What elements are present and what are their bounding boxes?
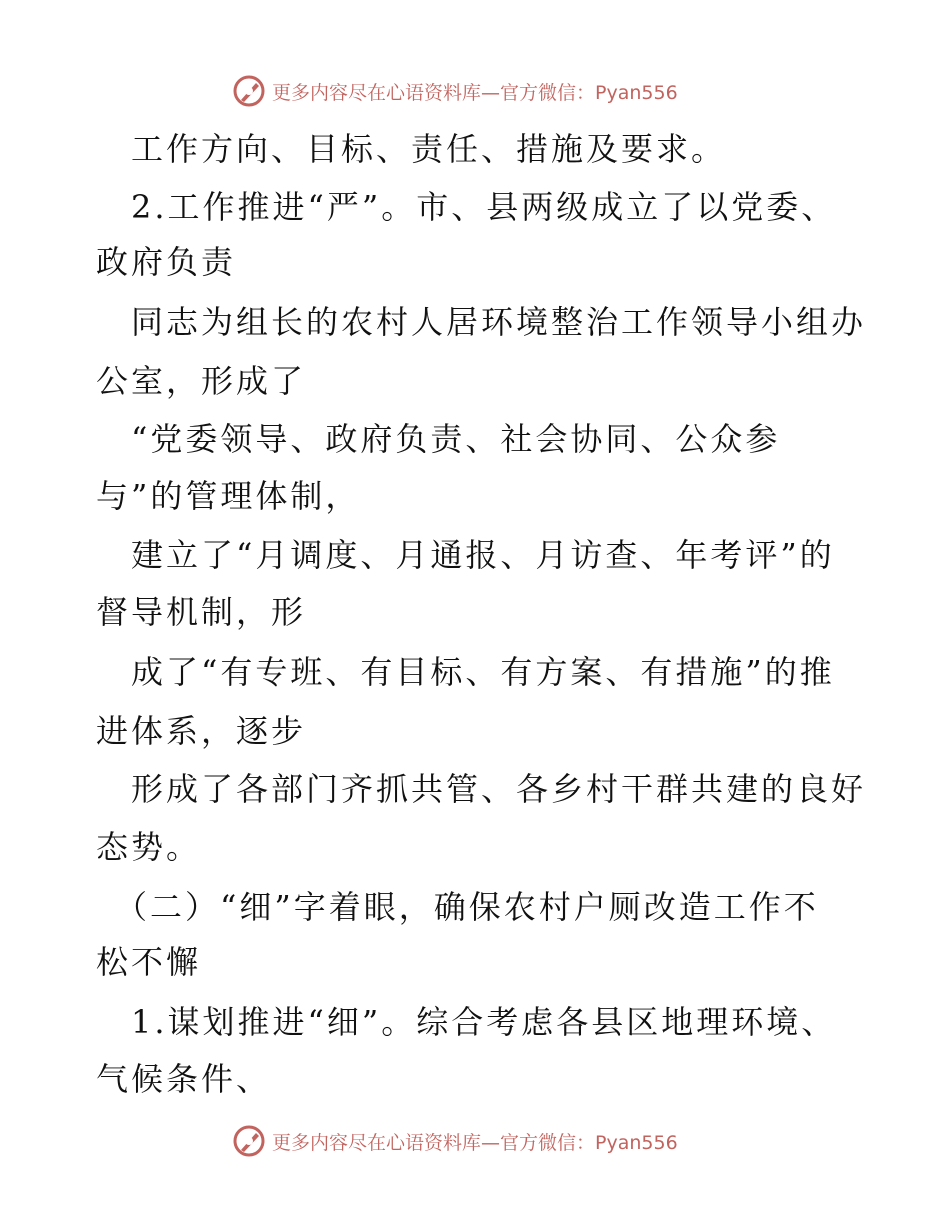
text-line: 2.工作推进“严”。市、县两级成立了以党委、 — [96, 188, 837, 226]
banner-text: 更多内容尽在心语资料库—官方微信：Pyan556 — [272, 81, 678, 104]
text-line: 气候条件、 — [96, 1060, 272, 1098]
footer-banner — [232, 1124, 678, 1158]
text-line: 建立了“月调度、月通报、月访查、年考评”的 — [96, 536, 835, 574]
text-line: 同志为组长的农村人居环境整治工作领导小组办 — [96, 303, 867, 341]
text-line: 公室，形成了 — [96, 362, 307, 400]
text-line: （二）“细”字着眼，确保农村户厕改造工作不 — [96, 888, 819, 926]
text-line: 形成了各部门齐抓共管、各乡村干群共建的良好 — [96, 770, 867, 808]
header-banner — [232, 74, 678, 108]
text-line: 政府负责 — [96, 243, 237, 281]
text-line: 工作方向、目标、责任、措施及要求。 — [96, 130, 727, 168]
text-line: “党委领导、政府负责、社会协同、公众参 — [96, 420, 781, 458]
text-line: 松不懈 — [96, 943, 202, 981]
banner-text: 更多内容尽在心语资料库—官方微信：Pyan556 — [272, 1131, 678, 1154]
text-line: 1.谋划推进“细”。综合考虑各县区地理环境、 — [96, 1003, 837, 1041]
pen-logo-icon — [232, 1124, 266, 1158]
text-line: 态势。 — [96, 828, 202, 866]
text-line: 与”的管理体制， — [96, 477, 361, 515]
text-line: 成了“有专班、有目标、有方案、有措施”的推 — [96, 653, 835, 691]
text-line: 督导机制，形 — [96, 593, 307, 631]
text-line: 进体系，逐步 — [96, 712, 307, 750]
pen-logo-icon — [232, 74, 266, 108]
